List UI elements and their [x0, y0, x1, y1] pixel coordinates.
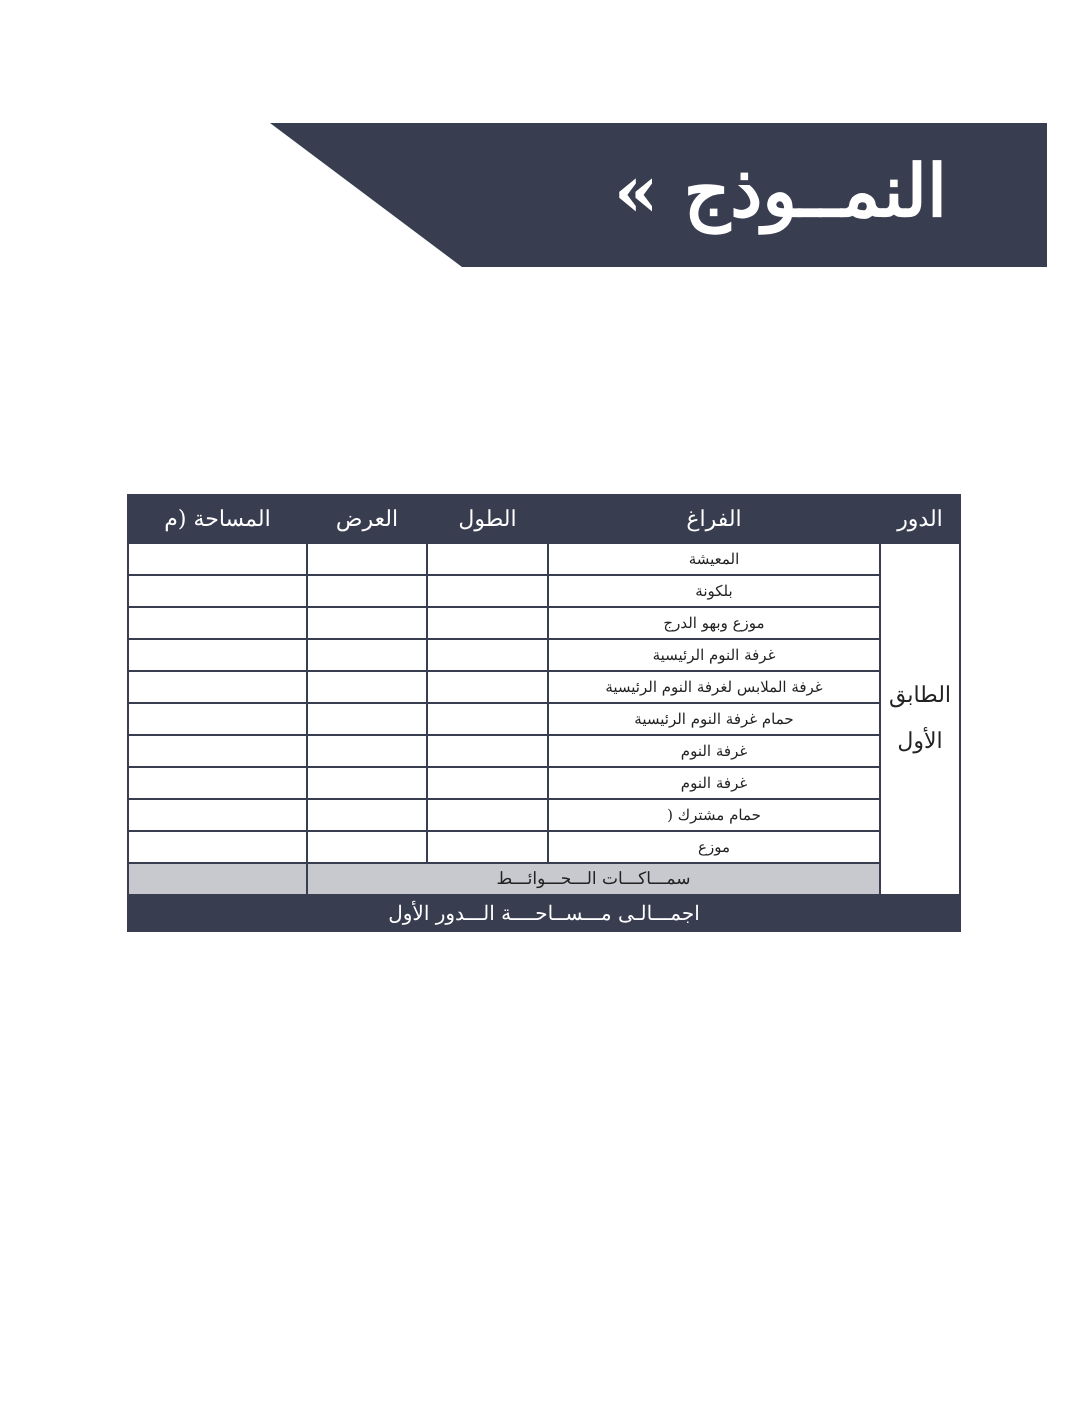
- width-input[interactable]: [307, 799, 427, 831]
- table-row: [128, 575, 960, 607]
- length-input[interactable]: [427, 735, 548, 767]
- area-input[interactable]: [128, 575, 307, 607]
- floor-area-table: [127, 494, 961, 932]
- total-area-label: اجمـــالـى مـــســاحــــة الـــدور الأول: [128, 895, 960, 931]
- space-cell: موزع: [548, 831, 880, 863]
- width-input[interactable]: [307, 767, 427, 799]
- space-cell: حمام مشترك (: [548, 799, 880, 831]
- length-input[interactable]: [427, 543, 548, 575]
- space-cell: غرفة النوم الرئيسية: [548, 639, 880, 671]
- header-area: المساحة (م: [128, 495, 307, 543]
- table-row: [128, 831, 960, 863]
- space-cell: غرفة النوم: [548, 735, 880, 767]
- area-input[interactable]: [128, 831, 307, 863]
- walls-area-input[interactable]: [128, 863, 307, 895]
- table-row: [128, 703, 960, 735]
- floor-label-line1: الطابق: [888, 683, 952, 708]
- area-input[interactable]: [128, 703, 307, 735]
- area-input[interactable]: [128, 767, 307, 799]
- area-input[interactable]: [128, 639, 307, 671]
- table-row: [128, 799, 960, 831]
- table-row: [128, 735, 960, 767]
- area-input[interactable]: [128, 607, 307, 639]
- table-row: [128, 607, 960, 639]
- area-input[interactable]: [128, 671, 307, 703]
- width-input[interactable]: [307, 703, 427, 735]
- table-row: [128, 639, 960, 671]
- table-row: [128, 671, 960, 703]
- length-input[interactable]: [427, 767, 548, 799]
- length-input[interactable]: [427, 575, 548, 607]
- length-input[interactable]: [427, 831, 548, 863]
- width-input[interactable]: [307, 543, 427, 575]
- page-title: النمــوذج »: [613, 148, 947, 233]
- title-banner: [270, 123, 1047, 267]
- length-input[interactable]: [427, 671, 548, 703]
- space-cell: موزع وبهو الدرج: [548, 607, 880, 639]
- header-length: الطول: [427, 495, 548, 543]
- walls-thickness-label: سمـــاكـــات الـــحـــوائـــط: [307, 863, 880, 895]
- floor-label-line2: الأول: [897, 729, 943, 754]
- area-input[interactable]: [128, 799, 307, 831]
- width-input[interactable]: [307, 671, 427, 703]
- space-cell: حمام غرفة النوم الرئيسية: [548, 703, 880, 735]
- area-input[interactable]: [128, 735, 307, 767]
- length-input[interactable]: [427, 639, 548, 671]
- header-width: العرض: [307, 495, 427, 543]
- table-row: [128, 543, 960, 575]
- space-cell: بلكونة: [548, 575, 880, 607]
- table-row: [128, 767, 960, 799]
- width-input[interactable]: [307, 831, 427, 863]
- total-area-row: [128, 895, 960, 931]
- length-input[interactable]: [427, 703, 548, 735]
- header-floor: الدور: [880, 495, 960, 543]
- area-input[interactable]: [128, 543, 307, 575]
- width-input[interactable]: [307, 607, 427, 639]
- length-input[interactable]: [427, 799, 548, 831]
- width-input[interactable]: [307, 735, 427, 767]
- width-input[interactable]: [307, 575, 427, 607]
- floor-label-cell: [880, 543, 960, 895]
- space-cell: غرفة الملابس لغرفة النوم الرئيسية: [548, 671, 880, 703]
- table-header-row: [128, 495, 960, 543]
- width-input[interactable]: [307, 639, 427, 671]
- space-cell: المعيشة: [548, 543, 880, 575]
- walls-thickness-row: [128, 863, 960, 895]
- header-space: الفراغ: [548, 495, 880, 543]
- space-cell: غرفة النوم: [548, 767, 880, 799]
- length-input[interactable]: [427, 607, 548, 639]
